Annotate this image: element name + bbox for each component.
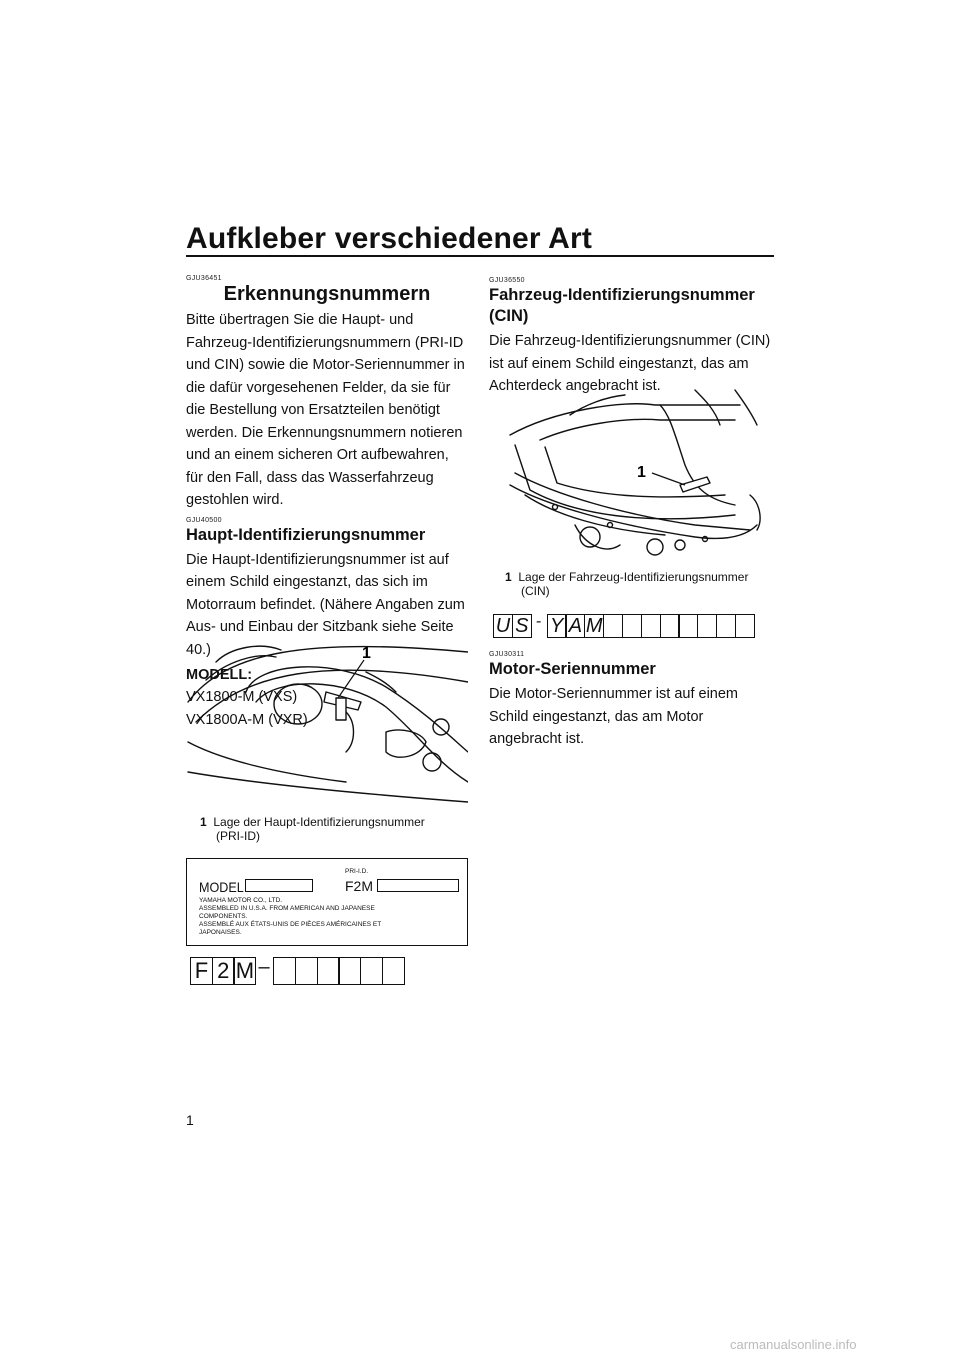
label-model: MODEL [199,879,244,895]
caption-text: Lage der Haupt-Identifizierungsnummer [213,815,425,829]
section-heading-cin [489,285,779,327]
cin-box [678,614,698,638]
pri-id-box [273,957,296,985]
cin-entry-boxes [493,614,754,638]
label-line: YAMAHA MOTOR CO., LTD. [199,897,283,904]
figure-callout: 1 [362,645,371,662]
pri-id-box: M [233,957,256,985]
engine-compartment-illustration [186,632,468,810]
cin-box: A [565,614,585,638]
pri-id-label-plate [186,858,468,946]
cin-box: S [512,614,532,638]
pri-id-box [317,957,340,985]
section-code: GJU30311 [489,651,525,658]
pri-id-paragraph: Die Haupt-Identifizierungsnummer ist auf einem Schild eingestanzt, das sich im Motorraum befindet. (Nähere Angaben zum Aus- und Einbau der Sitzbank siehe Seite 40.) [186,551,465,658]
cin-box [603,614,623,638]
figure-caption-cin [505,570,748,598]
label-line: COMPONENTS. [199,913,248,920]
caption-text: Lage der Fahrzeug-Identifizierungsnummer [518,570,749,584]
right-column [489,276,779,398]
stern-deck-illustration [495,385,775,563]
section-code: GJU36550 [489,277,525,284]
section-heading-erkennungsnummern: Erkennungsnummern [223,283,431,305]
engine-serial-paragraph: Die Motor-Seriennummer ist auf einem Schild eingestanzt, das am Motor angebracht ist. [489,686,739,747]
pri-id-box [295,957,318,985]
section-heading-pri-id: Haupt-Identifizierungsnummer [186,525,426,544]
pri-id-box: 2 [212,957,235,985]
heading-line: (CIN) [489,307,529,325]
watermark: carmanualsonline.info [730,1337,857,1352]
caption-number: 1 [200,815,207,829]
pri-id-dash: – [258,956,270,978]
pri-id-box: F [190,957,213,985]
section-heading-engine-serial: Motor-Seriennummer [489,660,656,678]
label-f2m: F2M [345,878,373,894]
section-code: GJU40500 [186,516,222,524]
cin-box [622,614,642,638]
cin-box: M [585,615,603,637]
cin-box [716,614,736,638]
page-number: 1 [186,1112,194,1128]
engine-serial-section [489,650,779,751]
cin-dash: - [535,613,542,630]
pri-id-entry-boxes [190,957,403,985]
caption-text-2: (CIN) [521,584,550,598]
cin-box [641,614,661,638]
label-pri-id: PRI-I.D. [345,868,369,875]
cin-paragraph: Die Fahrzeug-Identifizierungsnummer (CIN) ist auf einem Schild eingestanzt, das am Achterdeck angebracht ist. [489,333,771,394]
caption-text-2: (PRI-ID) [216,829,260,843]
label-model-field [245,879,313,892]
model-label: MODELL: [186,667,253,683]
intro-paragraph: Bitte übertragen Sie die Haupt- und Fahrzeug-Identifizierungsnummern (PRI-ID und CIN) sowie die Motor-Seriennummer in die dafür vorgesehenen Felder, da sie für die Bestellung von Ersatzteilen benötigt werden. Die Erkennungsnummern notieren und an einem sicheren Ort aufbewahren, für den Fall, dass das Wasserfahrzeug gestohlen wird. [186,312,465,508]
label-line: JAPONAISES. [199,929,242,936]
page-title: Aufkleber verschiedener Art [186,222,593,255]
title-rule [186,255,774,257]
label-line: ASSEMBLÉ AUX ÉTATS-UNIS DE PIÈCES AMÉRICAINES ET [199,921,382,928]
pri-id-box [360,957,383,985]
cin-box: U [493,614,513,638]
figure-caption-pri-id [200,815,425,843]
cin-box [697,614,717,638]
cin-box [735,614,755,638]
cin-box: Y [547,614,567,638]
pri-id-box [338,957,361,985]
figure-callout: 1 [637,464,646,481]
section-code: GJU36451 [186,275,222,282]
model-vxr: VX1800A-M (VXR) [186,711,308,728]
caption-number: 1 [505,570,512,584]
label-line: ASSEMBLED IN U.S.A. FROM AMERICAN AND JAPANESE [199,905,375,912]
model-vxs: VX1800-M (VXS) [186,689,298,705]
callout-leader [652,473,685,485]
cin-box [660,614,680,638]
pri-id-box [382,957,405,985]
heading-line: Fahrzeug-Identifizierungsnummer [489,286,755,304]
label-pri-id-field [377,879,459,892]
